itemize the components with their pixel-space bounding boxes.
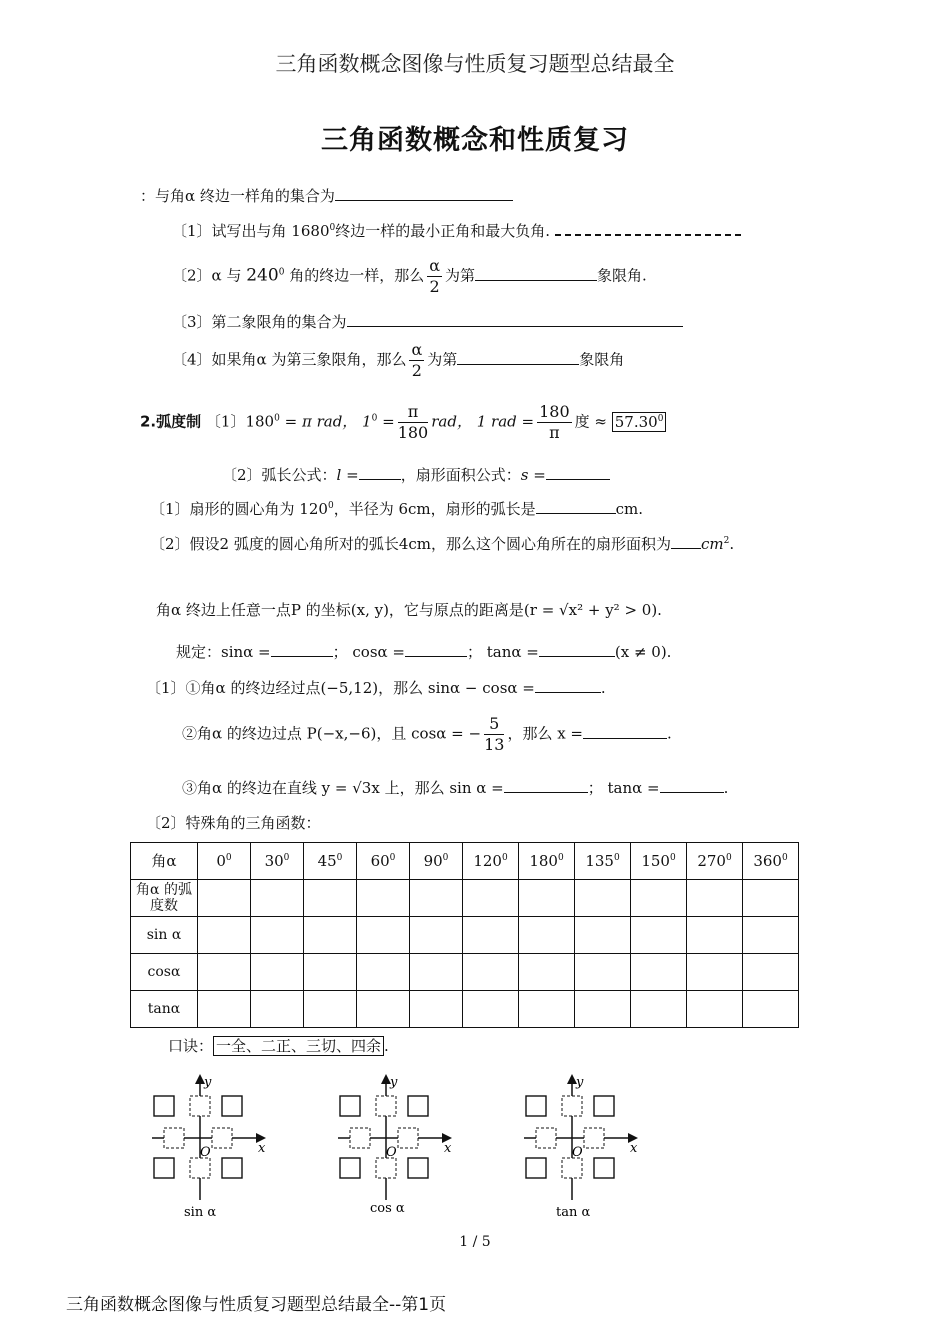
var-s: s	[520, 466, 529, 484]
special-angle-table	[130, 842, 799, 1028]
page-footer: 三角函数概念图像与性质复习题型总结最全--第1页	[66, 1295, 447, 1315]
page-number: 1 / 5	[459, 1234, 491, 1250]
cos-quadrant-diagram	[326, 1070, 466, 1220]
angle-value: 180	[529, 852, 558, 870]
degree-sup: 0	[669, 853, 676, 863]
e2-text-b: ，那么 x =	[507, 724, 584, 743]
s3-e3	[182, 776, 728, 798]
equals: =	[341, 466, 359, 484]
answer-blank	[660, 776, 724, 793]
degree-sup: 0	[781, 853, 788, 863]
diagram-caption: cos α	[370, 1201, 405, 1216]
answer-blank	[457, 348, 579, 365]
frac-numerator: α	[411, 340, 423, 359]
arc-formula-label: 〔2〕弧长公式：	[222, 466, 337, 484]
angle-value: 270	[697, 852, 726, 870]
angle-cell	[198, 843, 251, 880]
180-over-pi	[537, 402, 572, 443]
rad-text-a: 〔1〕180	[205, 412, 275, 431]
tan-quadrant-diagram	[512, 1070, 652, 1220]
table-row	[131, 991, 799, 1028]
axis-box	[562, 1158, 582, 1178]
mnemonic	[168, 1036, 389, 1056]
frac-numerator: α	[429, 256, 441, 275]
p1-text: 〔1〕扇形的圆心角为 120	[150, 500, 328, 518]
answer-blank	[504, 776, 588, 793]
angle-cell	[304, 843, 357, 880]
e2-end: .	[667, 724, 672, 743]
row-label: 角α 的弧度数	[131, 880, 198, 917]
answer-blank	[335, 184, 513, 201]
s2-line2	[222, 463, 610, 485]
frac-denominator: 2	[429, 277, 440, 296]
degree-sup: 0	[725, 853, 732, 863]
quadrant-box	[222, 1096, 242, 1116]
table-header-row	[131, 843, 799, 880]
e3-text: ③角α 的终边在直线 y = √3x 上，那么 sin α =	[182, 779, 504, 797]
axis-box	[536, 1128, 556, 1148]
table-head-label: 角α	[131, 843, 198, 880]
table-row	[131, 917, 799, 954]
angle-value: 120	[473, 852, 502, 870]
frac-denominator: 180	[397, 423, 429, 442]
x-label: x	[444, 1141, 452, 1156]
axis-box	[562, 1096, 582, 1116]
frac-numerator: 180	[539, 402, 570, 421]
axis-box	[376, 1096, 396, 1116]
axis-box	[190, 1158, 210, 1178]
y-label: y	[390, 1075, 398, 1090]
y-label: y	[204, 1075, 212, 1090]
axis-box	[350, 1128, 370, 1148]
quadrant-box	[526, 1096, 546, 1116]
answer-blank	[347, 310, 683, 327]
answer-blank	[271, 640, 333, 657]
var-l: l	[336, 466, 342, 484]
e1-end: .	[600, 679, 606, 697]
alpha-half-fraction	[409, 340, 424, 381]
boxed-number: 57.30	[614, 412, 658, 431]
row-label: cosα	[131, 954, 198, 991]
s3-e2	[182, 714, 672, 755]
alpha-half-fraction	[427, 256, 442, 297]
s1-q1	[172, 218, 741, 241]
axis-box	[584, 1128, 604, 1148]
q4-text-b: 为第	[427, 350, 458, 369]
degree-sup: 0	[657, 413, 664, 424]
answer-blank	[535, 676, 601, 693]
frac-denominator: 2	[411, 361, 422, 380]
boxed-value	[612, 412, 667, 432]
angle-value: 150	[641, 852, 670, 870]
s2-line1	[140, 402, 666, 443]
q1-tail: 终边一样的最小正角和最大负角.	[335, 222, 551, 240]
table-row	[131, 954, 799, 991]
angle-cell	[631, 843, 687, 880]
angle-cell	[575, 843, 631, 880]
angle-cell	[687, 843, 743, 880]
degree-sup: 0	[501, 853, 508, 863]
degree-sup: 0	[278, 267, 285, 278]
angle-value: 360	[753, 852, 782, 870]
degree-sup: 0	[327, 501, 334, 511]
answer-blank	[536, 497, 616, 514]
degree-sup: 0	[283, 853, 290, 863]
x-label: x	[258, 1141, 266, 1156]
x-label: x	[630, 1141, 638, 1156]
e3-end: .	[723, 779, 729, 797]
rad-text-e: 度 ≈	[574, 412, 607, 431]
q2-text-b: 角的终边一样，那么	[284, 266, 425, 285]
p2-end: .	[729, 535, 735, 553]
five-thirteenths	[484, 714, 504, 755]
mnemonic-end: .	[384, 1037, 389, 1055]
section-label: 2.弧度制	[140, 412, 202, 431]
table-row	[131, 880, 799, 917]
degree-sup: 0	[329, 223, 336, 233]
angle-cell	[410, 843, 463, 880]
answer-blank	[671, 532, 701, 549]
origin-label: O	[386, 1145, 397, 1160]
rad-text-b: = π rad， 1	[279, 412, 372, 431]
row-label: sin α	[131, 917, 198, 954]
rule-cond: (x ≠ 0).	[614, 643, 672, 661]
angle-value: 90	[423, 852, 443, 870]
degree-sup: 0	[442, 853, 449, 863]
rad-text-d: rad， 1 rad =	[431, 412, 535, 431]
answer-blank	[583, 722, 667, 739]
angle-cell	[251, 843, 304, 880]
answer-blank	[539, 640, 615, 657]
s3-rule	[176, 640, 671, 662]
degree-sup: 0	[389, 853, 396, 863]
answer-blank	[555, 220, 741, 236]
s3-e1	[146, 676, 606, 698]
origin-label: O	[200, 1145, 211, 1160]
quadrant-box	[154, 1158, 174, 1178]
s1-q4	[172, 340, 624, 381]
q4-text: 〔4〕如果角α 为第三象限角，那么	[172, 350, 407, 369]
angle-cell	[743, 843, 799, 880]
angle-value: 0	[216, 852, 226, 870]
s3-definition: 角α 终边上任意一点P 的坐标(x, y)，它与原点的距离是(r = √x² + y² > 0).	[156, 601, 662, 619]
angle-value: 60	[370, 852, 390, 870]
q2-text-c: 为第	[445, 266, 476, 285]
angle-cell	[463, 843, 519, 880]
axis-box	[164, 1128, 184, 1148]
axis-box	[398, 1128, 418, 1148]
document-title: 三角函数概念和性质复习	[321, 125, 629, 156]
axis-box	[376, 1158, 396, 1178]
sin-quadrant-diagram	[140, 1070, 280, 1220]
quadrant-box	[222, 1158, 242, 1178]
e1-text: 〔1〕①角α 的终边经过点(−5,12)，那么 sinα − cosα =	[146, 679, 535, 697]
s2-p2	[150, 531, 734, 554]
rule-tan: ； tanα =	[467, 643, 539, 661]
q2-degree: 240	[246, 265, 279, 286]
degree-sup: 0	[225, 853, 232, 863]
table-title: 〔2〕特殊角的三角函数：	[146, 814, 321, 832]
s1-q3	[172, 310, 683, 332]
q3-text: 〔3〕第二象限角的集合为	[172, 313, 347, 331]
answer-blank	[359, 463, 401, 480]
diagram-caption: tan α	[556, 1205, 591, 1220]
frac-numerator: π	[398, 402, 429, 423]
quadrant-box	[340, 1096, 360, 1116]
quadrant-box	[154, 1096, 174, 1116]
frac-numerator: 5	[484, 714, 504, 735]
quadrant-box	[408, 1096, 428, 1116]
angle-value: 30	[264, 852, 284, 870]
p2-sup: 2	[723, 536, 730, 546]
degree-sup: 0	[557, 853, 564, 863]
q2-text: 〔2〕α 与	[172, 266, 242, 285]
quadrant-box	[526, 1158, 546, 1178]
mnemonic-text: 一全、二正、三切、四余	[213, 1036, 384, 1056]
origin-label: O	[572, 1145, 583, 1160]
angle-cell	[357, 843, 410, 880]
degree-sup: 0	[613, 853, 620, 863]
s2-p1	[150, 496, 643, 519]
e3-text-b: ； tanα =	[587, 779, 660, 797]
equals: =	[528, 466, 546, 484]
quadrant-box	[594, 1158, 614, 1178]
degree-sup: 0	[336, 853, 343, 863]
axis-box	[212, 1128, 232, 1148]
p1-text-c: cm.	[615, 500, 644, 518]
q4-text-c: 象限角	[579, 350, 625, 369]
degree-sup: 0	[274, 413, 280, 424]
q1-text: 〔1〕试写出与角 1680	[172, 222, 330, 240]
y-label: y	[576, 1075, 584, 1090]
p2-unit: cm	[701, 535, 724, 553]
answer-blank	[475, 264, 597, 281]
row-label: tanα	[131, 991, 198, 1028]
angle-cell	[519, 843, 575, 880]
p2-text: 〔2〕假设2 弧度的圆心角所对的弧长4cm，那么这个圆心角所在的扇形面积为	[150, 535, 672, 553]
mnemonic-label: 口诀：	[168, 1037, 214, 1055]
pi-over-180	[398, 402, 429, 443]
quadrant-box	[340, 1158, 360, 1178]
quadrant-box	[594, 1096, 614, 1116]
e2-text: ②角α 的终边过点 P(−x,−6)，且 cosα = −	[182, 724, 482, 743]
quadrant-box	[408, 1158, 428, 1178]
angle-value: 45	[317, 852, 337, 870]
frac-denominator: 13	[484, 735, 505, 754]
rule-sin: 规定：sinα =	[176, 643, 271, 661]
frac-denominator: π	[549, 423, 560, 442]
degree-sup: 0	[371, 413, 378, 424]
s1-intro	[140, 184, 513, 206]
rule-cos: ； cosα =	[332, 643, 405, 661]
answer-blank	[546, 463, 610, 480]
page-header: 三角函数概念图像与性质复习题型总结最全	[275, 52, 675, 76]
q2-text-d: 象限角.	[597, 266, 647, 285]
angle-value: 135	[585, 852, 614, 870]
rad-text-c: =	[377, 412, 395, 431]
p1-text-b: ，半径为 6cm，扇形的弧长是	[333, 500, 536, 518]
s1-intro-text: ：与角α 终边一样角的集合为	[140, 187, 335, 205]
s1-q2	[172, 256, 647, 297]
axis-box	[190, 1096, 210, 1116]
answer-blank	[405, 640, 467, 657]
diagram-caption: sin α	[184, 1205, 217, 1220]
area-formula-label: ，扇形面积公式：	[400, 466, 521, 484]
